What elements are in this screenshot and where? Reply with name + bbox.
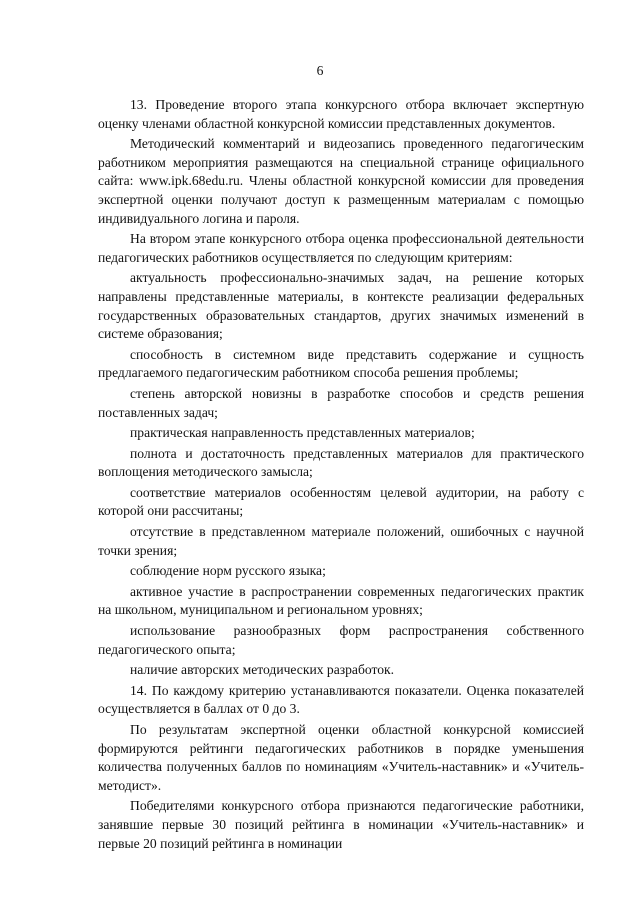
paragraph-criteria-intro: На втором этапе конкурсного отбора оценка профессиональной деятельности педагогических работников осуществляется по следующим критериям:: [98, 231, 584, 265]
criterion-item: соответствие материалов особенностям целевой аудитории, на работу с которой они рассчитаны;: [98, 484, 584, 519]
criterion-item: отсутствие в представленном материале положений, ошибочных с научной точки зрения;: [98, 524, 584, 558]
criterion-item: практическая направленность представленных материалов;: [130, 425, 475, 441]
paragraph-winners: Победителями конкурсного отбора признаются педагогические работники, занявшие первые 30 позиций рейтинга в номинации «Учитель-наставник» и первые 20 позиций рейтинга в номинации: [98, 798, 584, 851]
paragraph-video-comment: Методический комментарий и видеозапись проведенного педагогическим работником мероприятия размещаются на специальной странице официального сайта: www.ipk.68edu.ru. Члены областной конкурсной комиссии для проведения экспертной оценки получают доступ к размещенным материалам с помощью индивидуального логина и пароля.: [98, 136, 584, 226]
criterion-item: способность в системном виде представить содержание и сущность предлагаемого педагогическим работником способа решения проблемы;: [98, 346, 584, 381]
criterion-item: наличие авторских методических разработок.: [130, 662, 395, 678]
criterion-item: использование разнообразных форм распространения собственного педагогического опыта;: [98, 623, 584, 657]
criterion-item: полнота и достаточность представленных материалов для практического воплощения методического замысла;: [98, 445, 584, 480]
criterion-item: активное участие в распространении современных педагогических практик на школьном, муниципальном и региональном уровнях;: [98, 583, 584, 618]
page-number: 6: [316, 63, 324, 78]
criterion-item: актуальность профессионально-значимых задач, на решение которых направлены представленные материалы, в контексте реализации федеральных государственных образовательных стандартов, других значимых изменений в системе образования;: [98, 270, 584, 342]
paragraph-ratings: По результатам экспертной оценки областной конкурсной комиссией формируются рейтинги педагогических работников в порядке уменьшения количества полученных баллов по номинациям «Учитель-наставник» и «Учитель-методист».: [98, 722, 584, 793]
paragraph-indicators: 14. По каждому критерию устанавливаются показатели. Оценка показателей осуществляется в баллах от 0 до 3.: [98, 682, 584, 717]
criterion-item: степень авторской новизны в разработке способов и средств решения поставленных задач;: [98, 385, 584, 420]
document-body: [98, 96, 584, 853]
paragraph-stage-two: 13. Проведение второго этапа конкурсного отбора включает экспертную оценку членами областной конкурсной комиссии представленных документов.: [98, 97, 584, 131]
criterion-item: соблюдение норм русского языка;: [130, 563, 326, 579]
